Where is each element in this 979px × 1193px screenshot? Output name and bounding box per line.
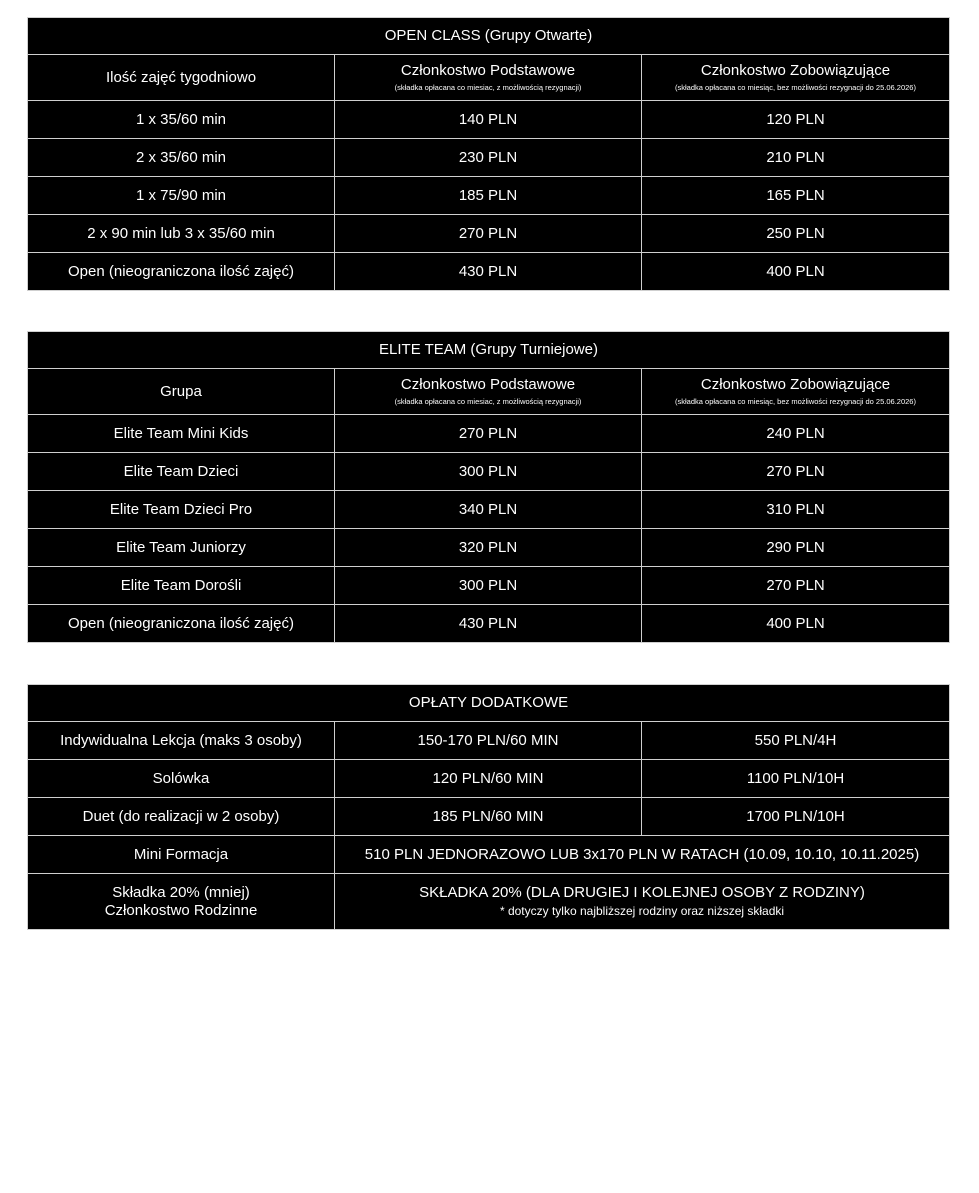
- header-committed-label: Członkostwo Zobowiązujące: [700, 62, 891, 79]
- family-discount: [335, 874, 950, 930]
- header-committed-membership: [642, 55, 950, 101]
- basic-price: 430 PLN: [335, 605, 642, 643]
- table-row: [28, 529, 950, 567]
- family-label: [28, 874, 335, 930]
- hourly-price: 185 PLN/60 MIN: [335, 798, 642, 836]
- header-committed-note: (składka opłacana co miesiąc, bez możliwości rezygnacji do 25.06.2026): [675, 83, 916, 92]
- mini-formacja-row: [28, 836, 950, 874]
- committed-price: 165 PLN: [642, 177, 950, 215]
- table-title-row: [28, 332, 950, 369]
- basic-price: 320 PLN: [335, 529, 642, 567]
- row-label: 2 x 35/60 min: [28, 139, 335, 177]
- header-committed-label: Członkostwo Zobowiązujące: [700, 376, 891, 393]
- committed-price: 400 PLN: [642, 605, 950, 643]
- basic-price: 185 PLN: [335, 177, 642, 215]
- table-row: [28, 798, 950, 836]
- header-committed-membership: [642, 369, 950, 415]
- header-group: Grupa: [28, 369, 335, 415]
- package-price: 550 PLN/4H: [642, 722, 950, 760]
- row-label: Elite Team Juniorzy: [28, 529, 335, 567]
- header-committed-note: (składka opłacana co miesiąc, bez możliwości rezygnacji do 25.06.2026): [675, 397, 916, 406]
- table-row: [28, 722, 950, 760]
- row-label: Mini Formacja: [28, 836, 335, 874]
- hourly-price: 120 PLN/60 MIN: [335, 760, 642, 798]
- open-class-table: [27, 17, 950, 291]
- basic-price: 340 PLN: [335, 491, 642, 529]
- header-weekly-classes: Ilość zajęć tygodniowo: [28, 55, 335, 101]
- committed-price: 310 PLN: [642, 491, 950, 529]
- row-label: Elite Team Mini Kids: [28, 415, 335, 453]
- committed-price: 120 PLN: [642, 101, 950, 139]
- table-row: [28, 567, 950, 605]
- basic-price: 430 PLN: [335, 253, 642, 291]
- basic-price: 270 PLN: [335, 415, 642, 453]
- row-label: Duet (do realizacji w 2 osoby): [28, 798, 335, 836]
- header-basic-note: (składka opłacana co miesiac, z możliwością rezygnacji): [394, 83, 582, 92]
- table-row: [28, 760, 950, 798]
- committed-price: 250 PLN: [642, 215, 950, 253]
- family-label-line2: Członkostwo Rodzinne: [104, 901, 258, 919]
- table-row: [28, 491, 950, 529]
- table-row: [28, 253, 950, 291]
- table-row: [28, 215, 950, 253]
- header-basic-label: Członkostwo Podstawowe: [400, 62, 576, 79]
- row-label: Solówka: [28, 760, 335, 798]
- basic-price: 300 PLN: [335, 567, 642, 605]
- table-row: [28, 415, 950, 453]
- row-label: Elite Team Dzieci Pro: [28, 491, 335, 529]
- row-label: Open (nieograniczona ilość zajęć): [28, 253, 335, 291]
- header-basic-membership: [335, 55, 642, 101]
- committed-price: 240 PLN: [642, 415, 950, 453]
- committed-price: 270 PLN: [642, 567, 950, 605]
- table-title: OPŁATY DODATKOWE: [28, 685, 950, 722]
- basic-price: 230 PLN: [335, 139, 642, 177]
- package-price: 1700 PLN/10H: [642, 798, 950, 836]
- basic-price: 140 PLN: [335, 101, 642, 139]
- committed-price: 400 PLN: [642, 253, 950, 291]
- table-title: OPEN CLASS (Grupy Otwarte): [28, 18, 950, 55]
- header-basic-label: Członkostwo Podstawowe: [400, 376, 576, 393]
- row-label: 2 x 90 min lub 3 x 35/60 min: [28, 215, 335, 253]
- basic-price: 300 PLN: [335, 453, 642, 491]
- family-membership-row: [28, 874, 950, 930]
- table-row: [28, 177, 950, 215]
- row-label: 1 x 75/90 min: [28, 177, 335, 215]
- committed-price: 290 PLN: [642, 529, 950, 567]
- table-header-row: [28, 55, 950, 101]
- basic-price: 270 PLN: [335, 215, 642, 253]
- committed-price: 270 PLN: [642, 453, 950, 491]
- mini-formacja-price: 510 PLN JEDNORAZOWO LUB 3x170 PLN W RATACH (10.09, 10.10, 10.11.2025): [335, 836, 950, 874]
- table-title-row: [28, 18, 950, 55]
- row-label: Elite Team Dzieci: [28, 453, 335, 491]
- hourly-price: 150-170 PLN/60 MIN: [335, 722, 642, 760]
- table-title-row: [28, 685, 950, 722]
- package-price: 1100 PLN/10H: [642, 760, 950, 798]
- row-label: Open (nieograniczona ilość zajęć): [28, 605, 335, 643]
- committed-price: 210 PLN: [642, 139, 950, 177]
- extra-fees-table: [27, 684, 950, 930]
- header-basic-note: (składka opłacana co miesiac, z możliwością rezygnacji): [394, 397, 582, 406]
- table-title: ELITE TEAM (Grupy Turniejowe): [28, 332, 950, 369]
- table-row: [28, 139, 950, 177]
- table-header-row: [28, 369, 950, 415]
- family-discount-note: * dotyczy tylko najbliższej rodziny oraz niższej składki: [499, 904, 785, 918]
- header-basic-membership: [335, 369, 642, 415]
- row-label: Elite Team Dorośli: [28, 567, 335, 605]
- table-row: [28, 605, 950, 643]
- family-label-line1: Składka 20% (mniej): [112, 883, 250, 901]
- table-row: [28, 101, 950, 139]
- elite-team-table: [27, 331, 950, 643]
- row-label: Indywidualna Lekcja (maks 3 osoby): [28, 722, 335, 760]
- table-row: [28, 453, 950, 491]
- family-discount-value: SKŁADKA 20% (DLA DRUGIEJ I KOLEJNEJ OSOBY Z RODZINY): [419, 884, 865, 901]
- row-label: 1 x 35/60 min: [28, 101, 335, 139]
